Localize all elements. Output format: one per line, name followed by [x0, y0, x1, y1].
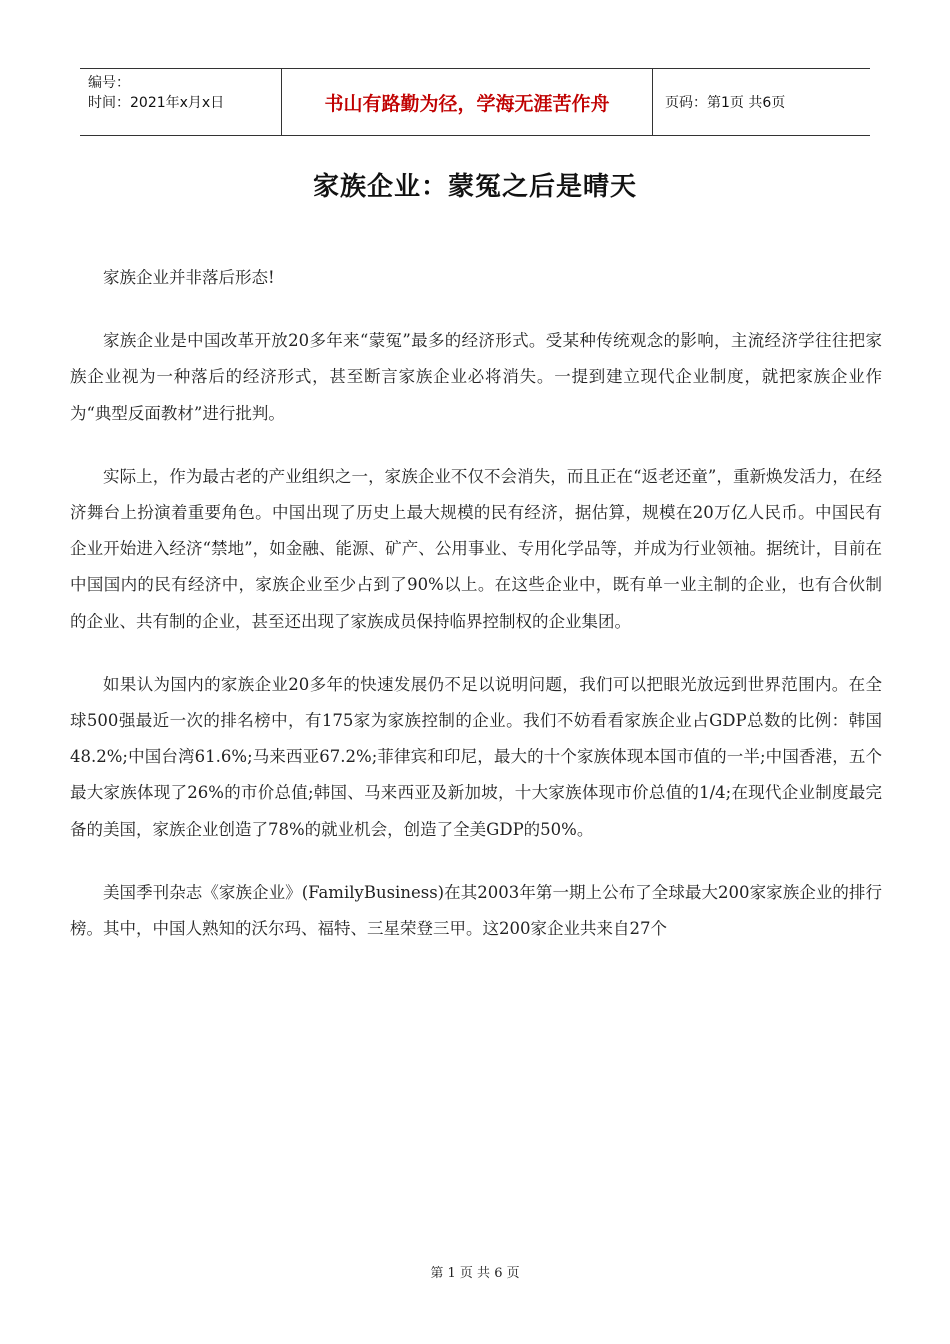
header-page-info: 页码：第1页 共6页: [665, 95, 786, 111]
paragraph: 实际上，作为最古老的产业组织之一，家族企业不仅不会消失，而且正在“返老还童”，重新焕发活力，在经济舞台上扮演着重要角色。中国出现了历史上最大规模的民有经济，据估算，规模在20万亿人民币。中国民有企业开始进入经济“禁地”，如金融、能源、矿产、公用事业、专用化学品等，并成为行业领袖。据统计，目前在中国国内的民有经济中，家族企业至少占到了90%以上。在这些企业中，既有单一业主制的企业，也有合伙制的企业、共有制的企业，甚至还出现了家族成员保持临界控制权的企业集团。: [70, 466, 882, 631]
header-meta: [88, 73, 224, 113]
paragraph: 如果认为国内的家族企业20多年的快速发展仍不足以说明问题，我们可以把眼光放远到世界范围内。在全球500强最近一次的排名榜中，有175家为家族控制的企业。我们不妨看看家族企业占GDP总数的比例：韩国48.2%;中国台湾61.6%;马来西亚67.2%;菲律宾和印尼，最大的十个家族体现本国市值的一半;中国香港，五个最大家族体现了26%的市价总值;韩国、马来西亚及新加坡，十大家族体现市价总值的1/4;在现代企业制度最完备的美国，家族企业创造了78%的就业机会，创造了全美GDP的50%。: [70, 674, 882, 839]
document-title: 家族企业：蒙冤之后是晴天: [312, 172, 637, 202]
paragraph: 家族企业并非落后形态!: [103, 268, 275, 287]
paragraph: 美国季刊杂志《家族企业》(FamilyBusiness)在其2003年第一期上公布了全球最大200家家族企业的排行榜。其中，中国人熟知的沃尔玛、福特、三星荣登三甲。这200家企业共来自27个: [70, 882, 882, 939]
page-header: [80, 68, 870, 136]
header-motto: 书山有路勤为径，学海无涯苦作舟: [281, 69, 653, 135]
date-label: 时间：2021年x月x日: [88, 95, 225, 111]
document-body: [70, 260, 882, 974]
paragraph: 家族企业是中国改革开放20多年来“蒙冤”最多的经济形式。受某种传统观念的影响，主流经济学往往把家族企业视为一种落后的经济形式，甚至断言家族企业必将消失。一提到建立现代企业制度，就把家族企业作为“典型反面教材”进行批判。: [70, 331, 882, 423]
page-footer: 第 1 页 共 6 页: [430, 1266, 520, 1281]
serial-number-label: 编号：: [88, 75, 130, 91]
